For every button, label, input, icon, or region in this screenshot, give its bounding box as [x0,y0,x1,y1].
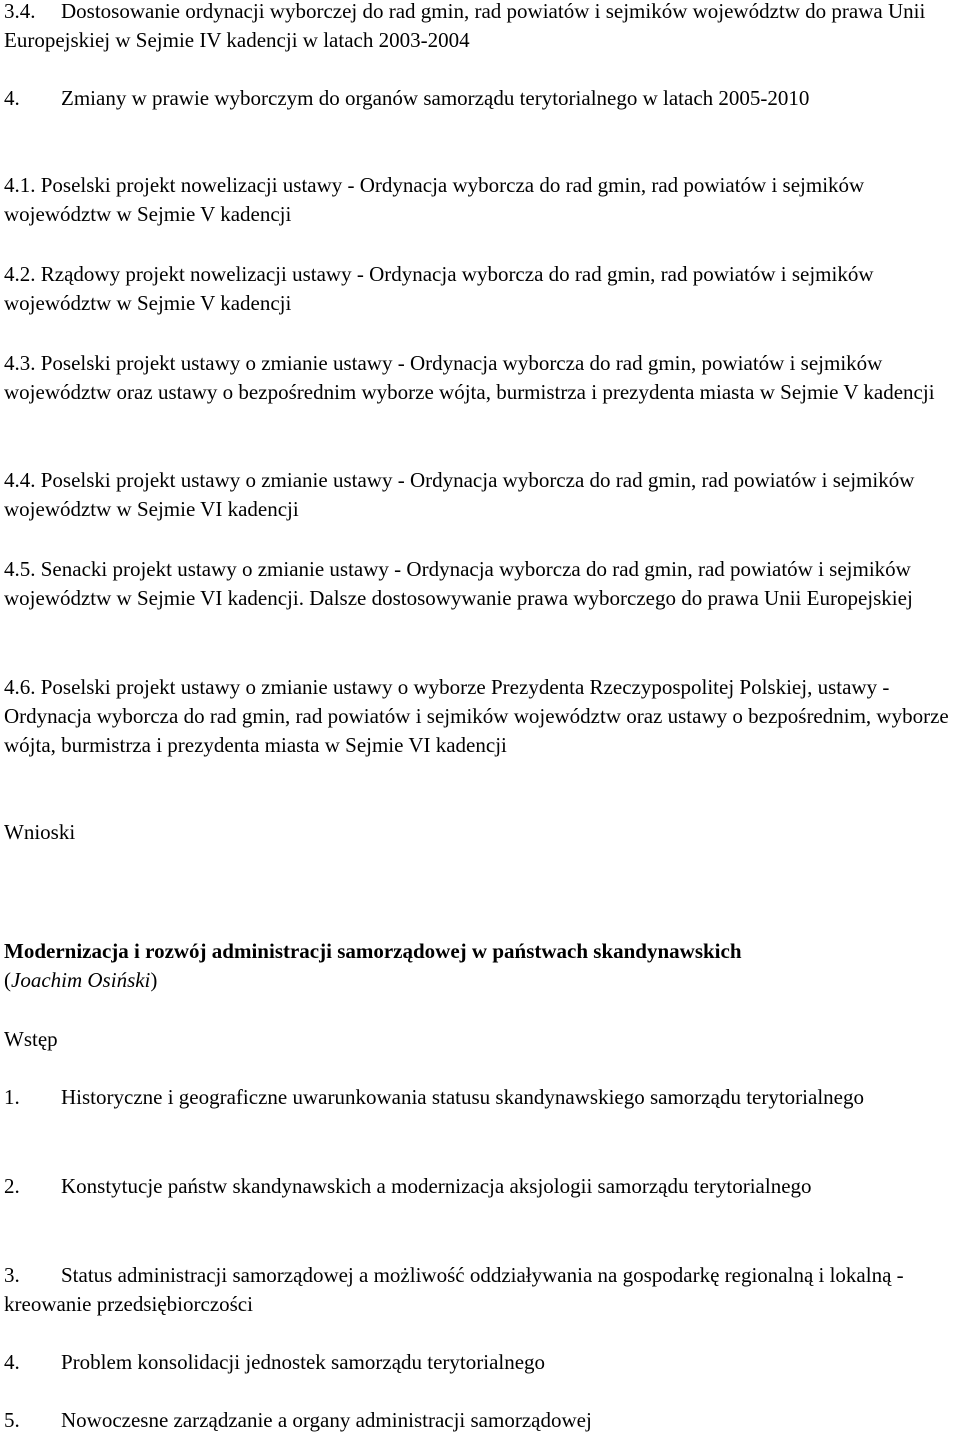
chapter-item-4 [4,1348,956,1377]
toc-item-4-1: 4.1. Poselski projekt nowelizacji ustawy - Ordynacja wyborcza do rad gmin, rad powiatów i sejmików województw w Sejmie V kadencji [4,173,865,226]
item-number: 3.4. [4,0,36,23]
item-number: 3. [4,1263,20,1287]
item-text: Historyczne i geograficzne uwarunkowania statusu skandynawskiego samorządu terytorialnego [61,1085,864,1109]
toc-item-4-6: 4.6. Poselski projekt ustawy o zmianie ustawy o wyborze Prezydenta Rzeczypospolitej Polskiej, ustawy - Ordynacja wyborcza do rad gmin, rad powiatów i sejmików województw oraz ustawy o bezpośrednim, wyborze wójta, burmistrza i prezydenta miasta w Sejmie VI kadencji [4,675,949,757]
author-paren-open: ( [4,968,11,992]
item-number: 4. [4,86,20,110]
toc-item-4-2: 4.2. Rządowy projekt nowelizacji ustawy - Ordynacja wyborcza do rad gmin, rad powiatów i sejmików województw w Sejmie V kadencji [4,262,874,315]
chapter-item-2 [4,1172,956,1201]
toc-item-4 [4,84,956,113]
author-paren-close: ) [150,968,158,992]
toc-item-4-4: 4.4. Poselski projekt ustawy o zmianie ustawy - Ordynacja wyborcza do rad gmin, rad powiatów i sejmików województw w Sejmie VI kadencji [4,468,915,521]
item-number: 5. [4,1408,20,1432]
item-text: Status administracji samorządowej a możliwość oddziaływania na gospodarkę regionalną i lokalną - kreowanie przedsiębiorczości [4,1263,904,1316]
toc-item-conclusions: Wnioski [4,820,76,844]
item-text: Nowoczesne zarządzanie a organy administracji samorządowej [61,1408,592,1432]
toc-item-3-4 [4,0,956,55]
chapter-item-3 [4,1261,956,1319]
toc-item-intro: Wstęp [4,1027,58,1051]
item-number: 2. [4,1174,20,1198]
chapter-author: Joachim Osiński [11,968,151,992]
item-number: 4. [4,1350,20,1374]
chapter-heading [4,937,956,995]
chapter-title: Modernizacja i rozwój administracji samorządowej w państwach skandynawskich [4,939,742,963]
item-text: Konstytucje państw skandynawskich a modernizacja aksjologii samorządu terytorialnego [61,1174,812,1198]
toc-item-4-3: 4.3. Poselski projekt ustawy o zmianie ustawy - Ordynacja wyborcza do rad gmin, powiatów i sejmików województw oraz ustawy o bezpośrednim wyborze wójta, burmistrza i prezydenta miasta w Sejmie V kadencji [4,351,935,404]
chapter-item-1 [4,1083,956,1112]
chapter-item-5 [4,1406,956,1435]
item-text: Problem konsolidacji jednostek samorządu terytorialnego [61,1350,546,1374]
item-text: Dostosowanie ordynacji wyborczej do rad gmin, rad powiatów i sejmików województw do prawa Unii Europejskiej w Sejmie IV kadencji w latach 2003-2004 [4,0,926,52]
item-text: Zmiany w prawie wyborczym do organów samorządu terytorialnego w latach 2005-2010 [61,86,810,110]
item-number: 1. [4,1085,20,1109]
toc-item-4-5: 4.5. Senacki projekt ustawy o zmianie ustawy - Ordynacja wyborcza do rad gmin, rad powiatów i sejmików województw w Sejmie VI kadencji. Dalsze dostosowywanie prawa wyborczego do prawa Unii Europejskiej [4,557,913,610]
